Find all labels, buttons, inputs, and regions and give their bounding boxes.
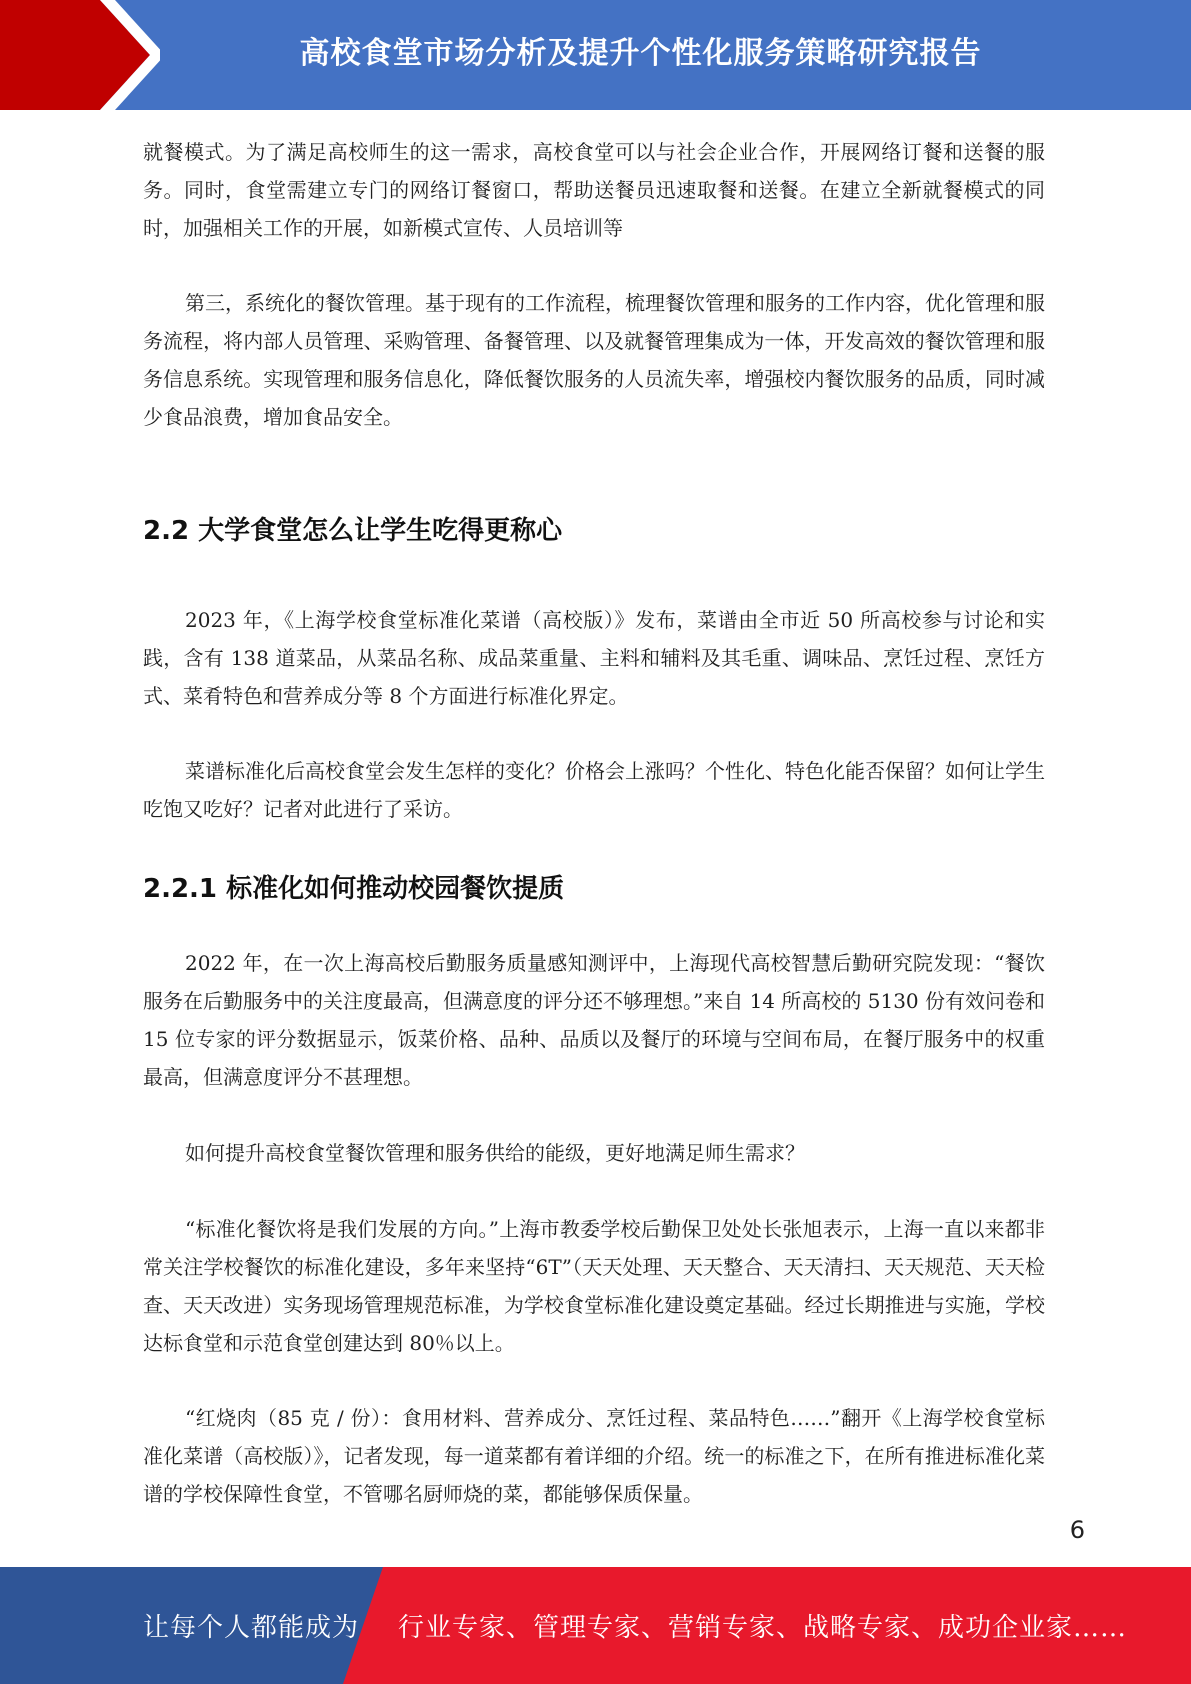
paragraph-menu-questions: 菜谱标准化后高校食堂会发生怎样的变化？价格会上涨吗？个性化、特色化能否保留？如何让学生吃饱又吃好？记者对此进行了采访。 bbox=[143, 759, 1045, 821]
header-chevron-decoration bbox=[0, 0, 160, 110]
report-title: 高校食堂市场分析及提升个性化服务策略研究报告 bbox=[299, 36, 982, 71]
section-heading-2-2-1: 2.2.1 标准化如何推动校园餐饮提质 bbox=[143, 874, 565, 904]
footer-slogan-left: 让每个人都能成为 bbox=[143, 1613, 360, 1643]
section-heading-2-2: 2.2 大学食堂怎么让学生吃得更称心 bbox=[143, 516, 563, 546]
paragraph-service-survey: 2022 年，在一次上海高校后勤服务质量感知测评中，上海现代高校智慧后勤研究院发现：“餐饮服务在后勤服务中的关注度最高，但满意度的评分还不够理想。”来自 14 所高校的 5130 份有效问卷和 15 位专家的评分数据显示，饭菜价格、品种、品质以及餐厅的环境与空间布局，在餐厅服务中的权重最高，但满意度评分不甚理想。 bbox=[143, 951, 1046, 1089]
paragraph-braised-pork-example: “红烧肉（85 克 / 份）：食用材料、营养成分、烹饪过程、菜品特色……”翻开《上海学校食堂标准化菜谱（高校版）》，记者发现，每一道菜都有着详细的介绍。统一的标准之下，在所有推进标准化菜谱的学校保障性食堂，不管哪名厨师烧的菜，都能够保质保量。 bbox=[143, 1406, 1045, 1506]
paragraph-catering-management: 第三，系统化的餐饮管理。基于现有的工作流程，梳理餐饮管理和服务的工作内容，优化管理和服务流程，将内部人员管理、采购管理、备餐管理、以及就餐管理集成为一体，开发高效的餐饮管理和服务信息系统。实现管理和服务信息化，降低餐饮服务的人员流失率，增强校内餐饮服务的品质，同时减少食品浪费，增加食品安全。 bbox=[143, 291, 1045, 429]
paragraph-improvement-question: 如何提升高校食堂餐饮管理和服务供给的能级，更好地满足师生需求？ bbox=[185, 1141, 805, 1165]
footer-slogan-right: 行业专家、管理专家、营销专家、战略专家、成功企业家…… bbox=[398, 1613, 1128, 1643]
page-footer bbox=[0, 1567, 1191, 1684]
paragraph-standard-menu-release: 2023 年，《上海学校食堂标准化菜谱（高校版）》发布，菜谱由全市近 50 所高校参与讨论和实践，含有 138 道菜品，从菜品名称、成品菜重量、主料和辅料及其毛重、调味品、烹饪过程、烹饪方式、菜肴特色和营养成分等 8 个方面进行标准化界定。 bbox=[143, 608, 1045, 708]
paragraph-standardization-direction: “标准化餐饮将是我们发展的方向。”上海市教委学校后勤保卫处处长张旭表示，上海一直以来都非常关注学校餐饮的标准化建设，多年来坚持“6T”（天天处理、天天整合、天天清扫、天天规范、天天检查、天天改进）实务现场管理规范标准，为学校食堂标准化建设奠定基础。经过长期推进与实施，学校达标食堂和示范食堂创建达到 80％以上。 bbox=[143, 1217, 1045, 1355]
page-number: 6 bbox=[1069, 1516, 1085, 1544]
page-header bbox=[0, 0, 1191, 110]
paragraph-dining-mode: 就餐模式。为了满足高校师生的这一需求，高校食堂可以与社会企业合作，开展网络订餐和送餐的服务。同时，食堂需建立专门的网络订餐窗口，帮助送餐员迅速取餐和送餐。在建立全新就餐模式的同时，加强相关工作的开展，如新模式宣传、人员培训等 bbox=[143, 140, 1045, 240]
